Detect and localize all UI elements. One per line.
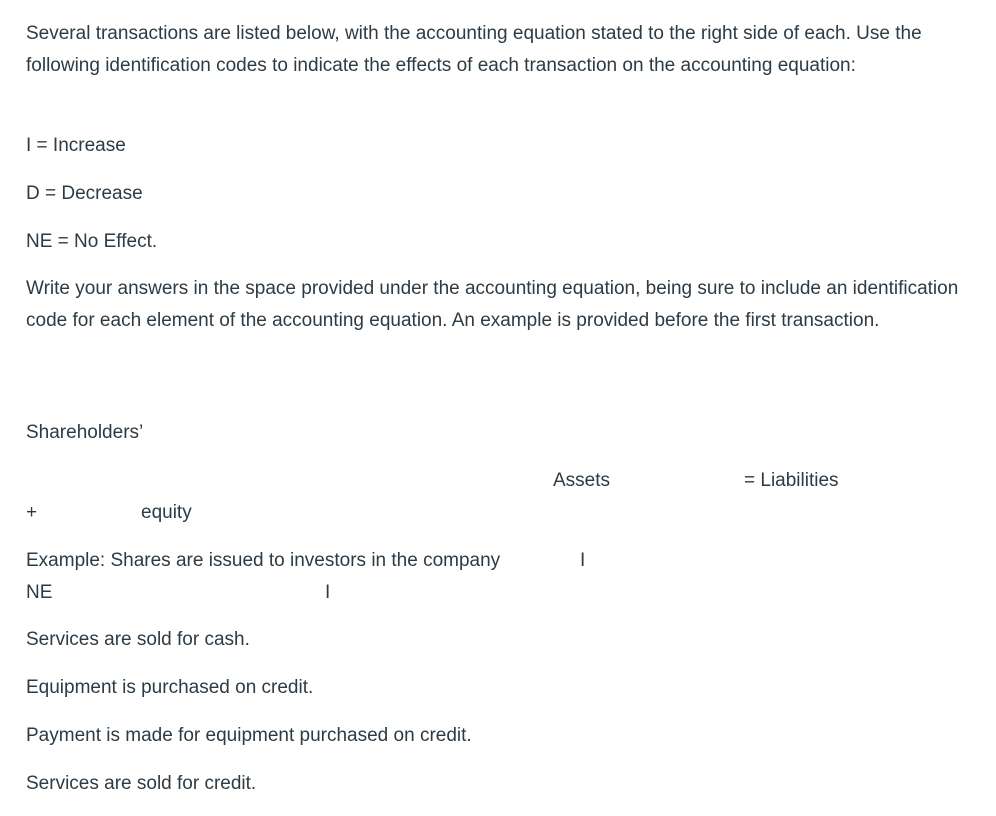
intro-paragraph: Several transactions are listed below, with the accounting equation stated to the right side of each. Use the following identification codes to indicate the effects of each transaction on the accounting equation: [26,23,922,76]
equity-label: equity [141,502,192,523]
example-liabilities-effect: NE [26,582,53,603]
transaction-item: Services are sold for cash. [26,629,250,650]
example-text: Example: Shares are issued to investors in the company [26,550,501,571]
liabilities-label: = Liabilities [744,470,839,491]
assets-label: Assets [553,470,611,491]
transaction-item: Equipment is purchased on credit. [26,677,314,698]
example-equity-effect: I [325,582,331,603]
instructions-paragraph: Write your answers in the space provided under the accounting equation, being sure to include an identification code for each element of the accounting equation. An example is provided before the first transaction. [26,278,959,331]
code-increase: I = Increase [26,135,126,156]
plus-sign: + [26,502,38,523]
transaction-item: Payment is made for equipment purchased on credit. [26,725,472,746]
code-decrease: D = Decrease [26,183,143,204]
shareholders-label: Shareholders’ [26,422,144,443]
transaction-item: Services are sold for credit. [26,773,257,794]
example-assets-effect: I [580,550,586,571]
code-no-effect: NE = No Effect. [26,231,158,252]
